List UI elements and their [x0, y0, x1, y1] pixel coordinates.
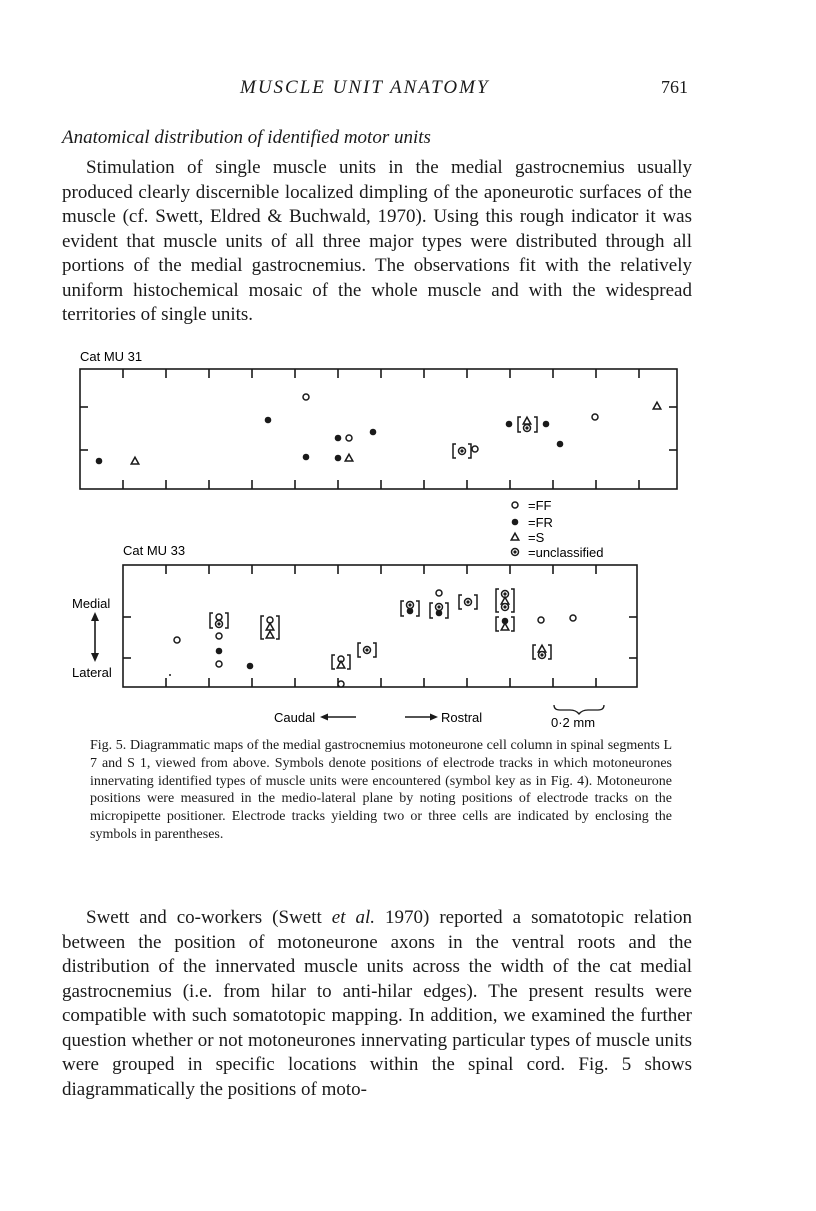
figure-5 — [0, 340, 816, 735]
ff-symbol — [216, 661, 222, 667]
legend-fr-symbol — [512, 519, 519, 526]
ff-symbol — [436, 590, 442, 596]
ff-symbol — [570, 615, 576, 621]
scale-brace — [554, 705, 604, 714]
body-paragraph-2-text-a: Swett and co-workers (Swett — [86, 907, 332, 928]
caudal-arrow — [320, 714, 356, 721]
track-group-bracketed — [261, 616, 279, 639]
fr-symbol — [216, 648, 223, 655]
symbols-mu33 — [169, 589, 576, 687]
body-paragraph-2-text-b: 1970) reported a somatotopic relation between the position of motoneurone axons in the ventral roots and the distribution of the innervated muscle units across the width of the cat medial gastrocnemius (i.e. from hilar to anti-hilar edges). The present results were compatible with such somatotopic mapping. In addition, we examined the further question whether or not motoneurones innervating particular types of muscle units were grouped in specific locations within the spinal cord. Fig. 5 shows diagrammatically the positions of moto- — [62, 907, 692, 1100]
symbol-legend — [511, 498, 603, 560]
figure-caption: Fig. 5. Diagrammatic maps of the medial gastrocnemius motoneurone cell column in spinal segments L 7 and S 1, viewed from above. Symbols denote positions of electrode tracks in which motoneurones innervating identified types of muscle units were encountered (symbol key as in Fig. 4). Motoneurone positions were measured in the medio-lateral plane by noting positions of electrode tracks on the micropipette positioner. Electrode tracks yielding two or three cells are indicated by enclosing the symbols in parentheses. — [90, 738, 672, 842]
ff-symbol — [538, 617, 544, 623]
panel-mu33 — [72, 543, 637, 730]
rostral-arrow — [405, 714, 438, 721]
legend-ff-label: =FF — [528, 498, 552, 513]
scale-bar-label: 0·2 mm — [551, 715, 596, 730]
fr-symbol — [543, 421, 550, 428]
fr-symbol — [370, 429, 377, 436]
page-number: 761 — [661, 77, 688, 97]
fr-symbol — [303, 454, 310, 461]
panel-frame-mu31 — [80, 369, 677, 489]
panel-frame-mu33 — [123, 565, 637, 687]
track-group-bracketed — [401, 601, 419, 616]
fr-symbol — [265, 417, 272, 424]
track-group-bracketed — [496, 589, 514, 612]
s-symbol — [345, 454, 353, 461]
ff-symbol — [592, 414, 598, 420]
axis-label-caudal: Caudal — [274, 710, 316, 725]
axis-label-medial: Medial — [72, 596, 111, 611]
ff-symbol — [303, 394, 309, 400]
fr-symbol — [335, 455, 342, 462]
track-group-bracketed — [459, 595, 477, 609]
axis-label-rostral: Rostral — [441, 710, 483, 725]
track-group-bracketed — [533, 645, 551, 659]
body-paragraph-1 — [62, 156, 692, 328]
fr-symbol — [506, 421, 513, 428]
track-group-bracketed — [358, 643, 376, 657]
medial-lateral-arrow — [91, 612, 99, 662]
body-paragraph-1-text: Stimulation of single muscle units in the medial gastrocnemius usually produced clearly discernible localized dimpling of the aponeurotic surfaces of the muscle (cf. Swett, Eldred & Buchwald, 1970). Using this rough indicator it was evident that muscle units of all three major types were distributed through all portions of the medial gastrocnemius. The observations fit with the relatively uniform histochemical mosaic of the whole muscle and with the widespread territories of single units. — [62, 157, 692, 325]
s-symbol — [131, 457, 139, 464]
axis-label-lateral: Lateral — [72, 665, 112, 680]
body-paragraph-2 — [62, 906, 692, 1102]
ff-symbol — [216, 633, 222, 639]
symbols-mu31 — [96, 394, 661, 464]
legend-ff-symbol — [512, 502, 518, 508]
track-group-bracketed — [430, 603, 448, 618]
fr-symbol — [247, 663, 254, 670]
ff-symbol — [338, 681, 344, 687]
legend-s-label: =S — [528, 530, 545, 545]
track-group-bracketed — [210, 613, 228, 628]
tick-marks-mu33 — [123, 565, 637, 687]
legend-s-symbol — [511, 533, 519, 540]
track-group-bracketed — [518, 417, 537, 432]
legend-unclassified-symbol — [512, 549, 519, 556]
legend-fr-label: =FR — [528, 515, 553, 530]
ff-symbol — [472, 446, 478, 452]
panel-label-mu33: Cat MU 33 — [123, 543, 186, 558]
s-symbol — [653, 402, 661, 409]
fr-symbol — [96, 458, 103, 465]
legend-unclassified-label: =unclassified — [528, 545, 604, 560]
panel-mu31 — [80, 349, 677, 489]
running-head: MUSCLE UNIT ANATOMY — [240, 77, 490, 98]
ff-symbol — [346, 435, 352, 441]
tick-marks-mu31 — [80, 369, 677, 489]
fr-symbol — [557, 441, 564, 448]
track-group-bracketed — [496, 617, 514, 631]
section-title: Anatomical distribution of identified motor units — [62, 127, 431, 148]
track-group-bracketed — [453, 444, 471, 458]
citation-et-al: et al. — [331, 907, 376, 928]
dot-mark — [169, 674, 171, 676]
track-group-bracketed — [332, 655, 350, 669]
fr-symbol — [335, 435, 342, 442]
panel-label-mu31: Cat MU 31 — [80, 349, 143, 364]
ff-symbol — [174, 637, 180, 643]
